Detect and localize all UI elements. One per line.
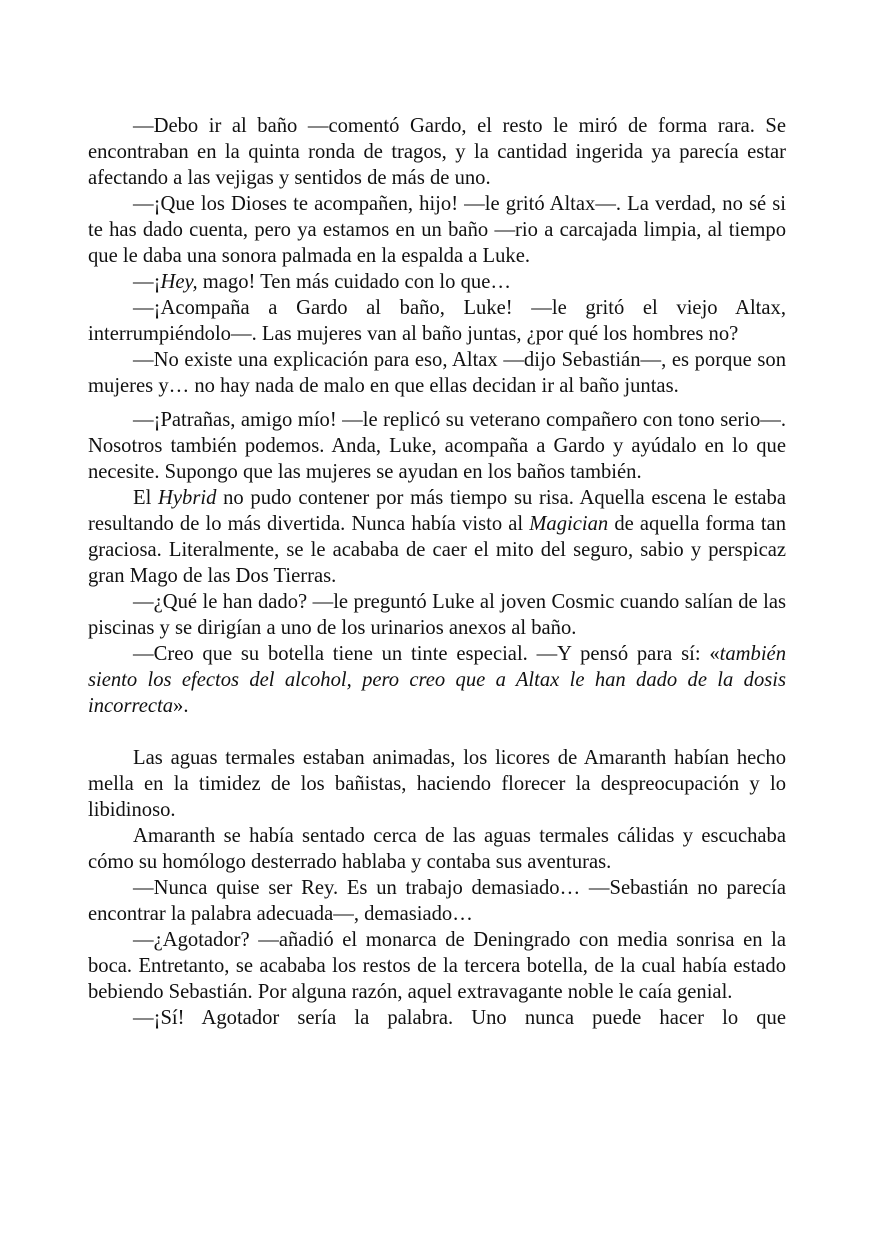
book-page-text bbox=[88, 113, 786, 1031]
text-segment: mago! Ten más cuidado con lo que… bbox=[197, 271, 511, 293]
text-segment: —Debo ir al baño —comentó Gardo, el resto le miró de forma rara. Se encontraban en la quinta ronda de tragos, y la cantidad ingerida ya parecía estar afectando a las vejigas y sentidos de más de uno. bbox=[88, 115, 786, 189]
paragraph-2 bbox=[88, 191, 786, 269]
text-segment: —¡ bbox=[133, 271, 161, 293]
text-segment: Amaranth se había sentado cerca de las aguas termales cálidas y escuchaba cómo su homólogo desterrado hablaba y contaba sus aventuras. bbox=[88, 825, 786, 873]
italic-text: Magician bbox=[529, 513, 609, 535]
text-segment: —No existe una explicación para eso, Altax —dijo Sebastián—, es porque son mujeres y… no hay nada de malo en que ellas decidan ir al baño juntas. bbox=[88, 349, 786, 397]
paragraph-11 bbox=[88, 823, 786, 875]
paragraph-3 bbox=[88, 269, 786, 295]
text-segment: —¡Que los Dioses te acompañen, hijo! —le gritó Altax—. La verdad, no sé si te has dado cuenta, pero ya estamos en un baño —rio a carcajada limpia, al tiempo que le daba una sonora palmada en la espalda a Luke. bbox=[88, 193, 786, 267]
paragraph-7 bbox=[88, 485, 786, 589]
text-segment: ». bbox=[173, 695, 189, 717]
text-segment: —¿Qué le han dado? —le preguntó Luke al joven Cosmic cuando salían de las piscinas y se dirigían a uno de los urinarios anexos al baño. bbox=[88, 591, 786, 639]
text-segment: —Creo que su botella tiene un tinte especial. —Y pensó para sí: « bbox=[133, 643, 720, 665]
paragraph-5 bbox=[88, 347, 786, 399]
paragraph-12 bbox=[88, 875, 786, 927]
paragraph-9 bbox=[88, 641, 786, 719]
paragraph-1 bbox=[88, 113, 786, 191]
text-segment: —¡Acompaña a Gardo al baño, Luke! —le gritó el viejo Altax, interrumpiéndolo—. Las mujeres van al baño juntas, ¿por qué los hombres no? bbox=[88, 297, 786, 345]
text-segment: de aquella forma tan graciosa. Literalmente, se le acababa de caer el mito del seguro, sabio y perspicaz gran Mago de las Dos Tierras. bbox=[88, 513, 786, 587]
paragraph-14 bbox=[88, 1005, 786, 1031]
text-segment: Las aguas termales estaban animadas, los licores de Amaranth habían hecho mella en la timidez de los bañistas, haciendo florecer la despreocupación y lo libidinoso. bbox=[88, 747, 786, 821]
text-segment: —¿Agotador? —añadió el monarca de Deningrado con media sonrisa en la boca. Entretanto, se acababa los restos de la tercera botella, de la cual había estado bebiendo Sebastián. Por alguna razón, aquel extravagante noble le caía genial. bbox=[88, 929, 786, 1003]
text-segment: El bbox=[133, 487, 159, 509]
text-segment: no pudo contener por más tiempo su risa. Aquella escena le estaba resultando de lo más divertida. Nunca había visto al bbox=[88, 487, 786, 535]
paragraph-13 bbox=[88, 927, 786, 1005]
paragraph-6 bbox=[88, 407, 786, 485]
italic-text: Hey, bbox=[160, 271, 198, 293]
text-segment: —¡Sí! Agotador sería la palabra. Uno nunca puede hacer lo que bbox=[133, 1007, 786, 1029]
paragraph-10 bbox=[88, 745, 786, 823]
text-segment: —¡Patrañas, amigo mío! —le replicó su veterano compañero con tono serio—. Nosotros también podemos. Anda, Luke, acompaña a Gardo y ayúdalo en lo que necesite. Supongo que las mujeres se ayudan en los baños también. bbox=[88, 409, 786, 483]
paragraph-8 bbox=[88, 589, 786, 641]
text-segment: —Nunca quise ser Rey. Es un trabajo demasiado… —Sebastián no parecía encontrar la palabra adecuada—, demasiado… bbox=[88, 877, 786, 925]
paragraph-4 bbox=[88, 295, 786, 347]
italic-text: Hybrid bbox=[158, 487, 217, 509]
italic-text: también siento los efectos del alcohol, pero creo que a Altax le han dado de la dosis incorrecta bbox=[88, 643, 786, 717]
